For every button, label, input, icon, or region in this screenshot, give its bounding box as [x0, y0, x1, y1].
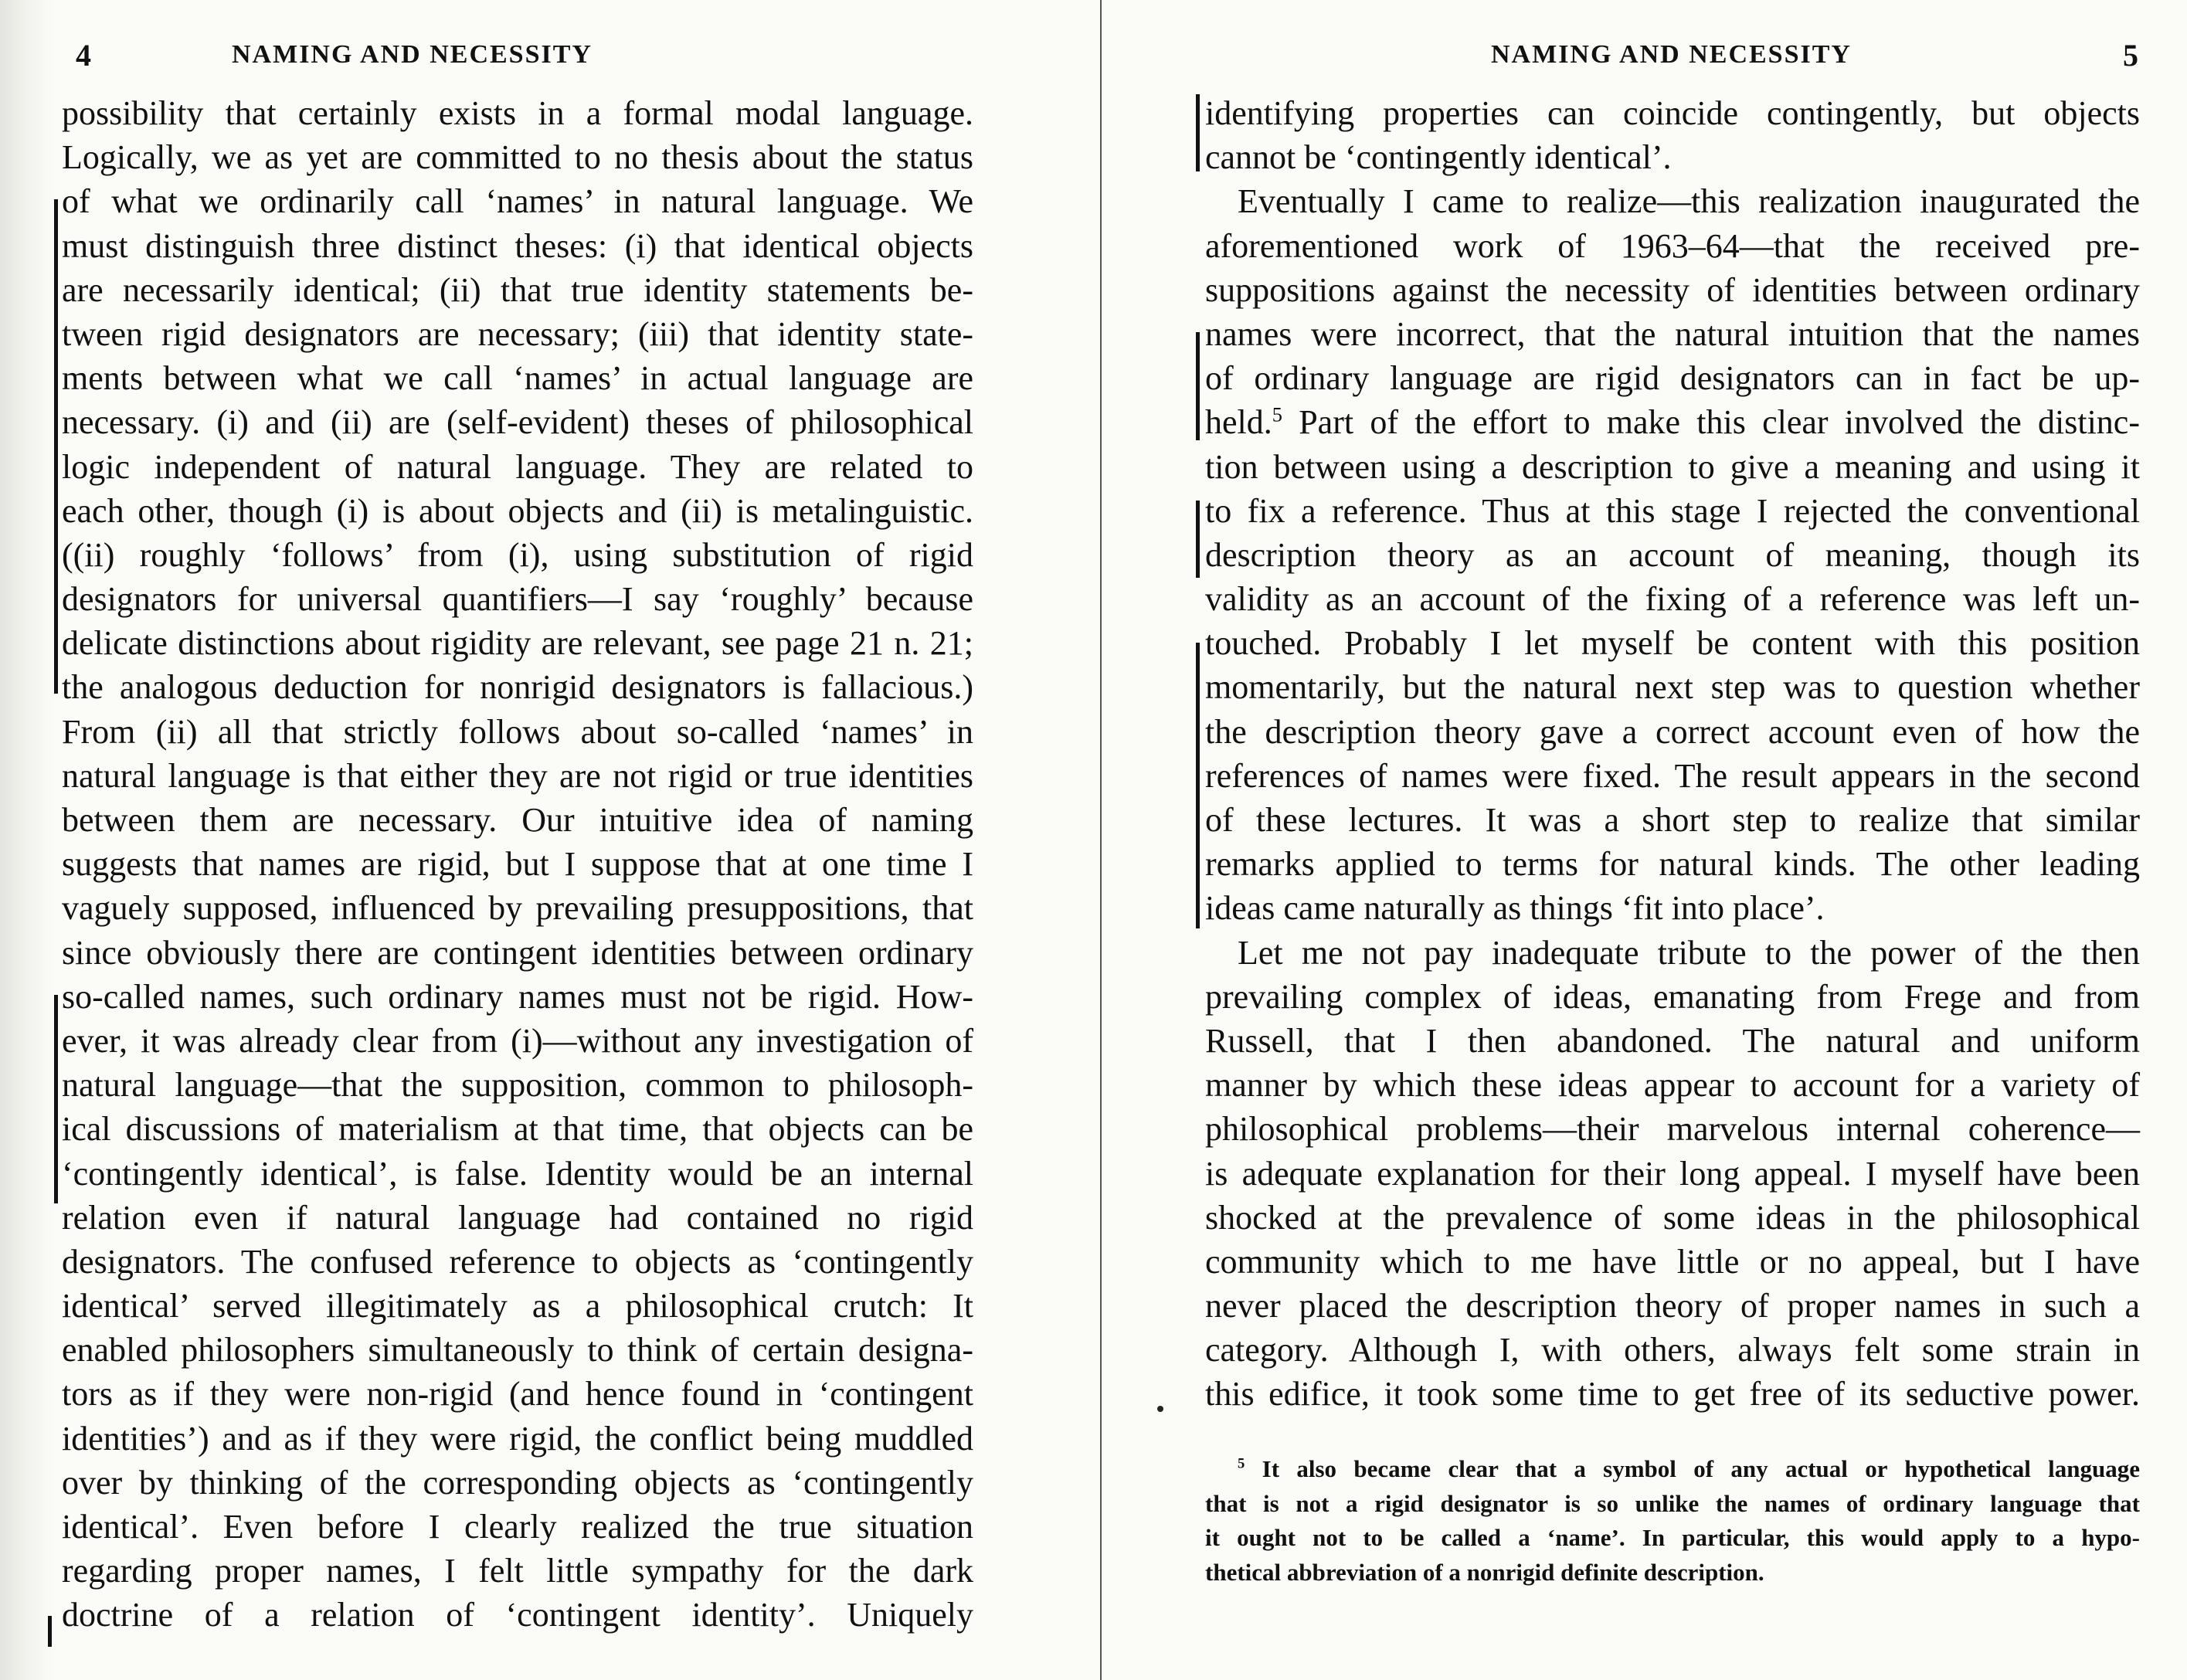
text-line: references of names were fixed. The result appears in the second: [1205, 756, 2140, 795]
right-running-head: [1205, 37, 2140, 76]
text-fragment: Part of the effort to make this clear involved the distinc-: [1299, 403, 2140, 442]
text-line: From (ii) all that strictly follows about so-called ‘names’ in: [62, 712, 973, 751]
footnote-marker: 5: [1238, 1455, 1245, 1472]
text-line: tween rigid designators are necessary; (iii) that identity state-: [62, 314, 973, 353]
margin-mark: [1196, 94, 1200, 171]
footnote-line: thetical abbreviation of a nonrigid definite description.: [1205, 1558, 1764, 1586]
text-line: necessary. (i) and (ii) are (self-evident) theses of philosophical: [62, 403, 973, 442]
right-running-title: NAMING AND NECESSITY: [1491, 40, 1852, 69]
text-line: are necessarily identical; (ii) that true identity statements be-: [62, 270, 973, 309]
text-line: manner by which these ideas appear to account for a variety of: [1205, 1066, 2140, 1105]
text-line: suggests that names are rigid, but I suppose that at one time I: [62, 845, 973, 884]
text-line: touched. Probably I let myself be content with this position: [1205, 624, 2140, 663]
text-line: natural language is that either they are not rigid or true identities: [62, 756, 973, 795]
gutter-line: [1100, 0, 1102, 1680]
text-line: identities’) and as if they were rigid, the conflict being muddled: [62, 1419, 973, 1458]
text-line: designators. The confused reference to objects as ‘contingently: [62, 1242, 973, 1281]
text-line: so-called names, such ordinary names must not be rigid. How-: [62, 977, 973, 1016]
text-line: of what we ordinarily call ‘names’ in natural language. We: [62, 182, 973, 221]
text-line: category. Although I, with others, always felt some strain in: [1205, 1331, 2140, 1369]
left-running-title: NAMING AND NECESSITY: [232, 40, 593, 69]
scan-edge-shadow: [0, 0, 54, 1680]
text-line: natural language—that the supposition, common to philosoph-: [62, 1066, 973, 1105]
text-line: must distinguish three distinct theses: (i) that identical objects: [62, 226, 973, 265]
text-line: aforementioned work of 1963–64—that the received pre-: [1205, 226, 2140, 265]
margin-mark: [54, 995, 58, 1203]
text-line: tors as if they were non-rigid (and hence found in ‘contingent: [62, 1375, 973, 1414]
footnote-line: it ought not to be called a ‘name’. In particular, this would apply to a hypo-: [1205, 1524, 2140, 1551]
text-line: ‘contingently identical’, is false. Identity would be an internal: [62, 1154, 973, 1193]
text-line: Eventually I came to realize—this realization inaugurated the: [1238, 182, 2140, 221]
right-body-text: [1205, 91, 2140, 1417]
margin-mark: [48, 1616, 52, 1647]
text-line: to fix a reference. Thus at this stage I rejected the conventional: [1205, 491, 2140, 530]
text-line: Let me not pay inadequate tribute to the power of the then: [1238, 933, 2140, 972]
left-body-text: [62, 91, 973, 1638]
margin-mark: [54, 199, 58, 694]
text-line: ((ii) roughly ‘follows’ from (i), using substitution of rigid: [62, 535, 973, 574]
right-page: [1205, 0, 2140, 1680]
left-page-number: 4: [76, 38, 93, 73]
text-line: momentarily, but the natural next step was to question whether: [1205, 668, 2140, 707]
text-line: ments between what we call ‘names’ in actual language are: [62, 359, 973, 398]
right-page-number: 5: [2123, 38, 2140, 73]
text-line: of ordinary language are rigid designators can in fact be up-: [1205, 359, 2140, 398]
text-line: of these lectures. It was a short step to realize that similar: [1205, 801, 2140, 839]
text-line: tion between using a description to give a meaning and using it: [1205, 447, 2140, 486]
left-page: [62, 0, 973, 1680]
text-line: community which to me have little or no appeal, but I have: [1205, 1242, 2140, 1281]
footnote-reference: 5: [1272, 402, 1282, 426]
text-line: enabled philosophers simultaneously to think of certain designa-: [62, 1331, 973, 1369]
text-line: over by thinking of the corresponding objects as ‘contingently: [62, 1463, 973, 1502]
margin-mark: [1196, 501, 1200, 578]
text-line: Russell, that I then abandoned. The natural and uniform: [1205, 1021, 2140, 1060]
text-line: relation even if natural language had contained no rigid: [62, 1198, 973, 1237]
text-line: regarding proper names, I felt little sympathy for the dark: [62, 1552, 973, 1590]
text-line: ideas came naturally as things ‘fit into place’.: [1205, 889, 1825, 928]
text-line: each other, though (i) is about objects and (ii) is metalinguistic.: [62, 491, 973, 530]
text-line: identifying properties can coincide contingently, but objects: [1205, 94, 2140, 132]
text-line: the analogous deduction for nonrigid designators is fallacious.): [62, 668, 973, 707]
text-line: between them are necessary. Our intuitive idea of naming: [62, 801, 973, 839]
text-line: ever, it was already clear from (i)—without any investigation of: [62, 1021, 973, 1060]
text-line: is adequate explanation for their long appeal. I myself have been: [1205, 1154, 2140, 1193]
left-running-head: [62, 37, 973, 76]
text-fragment: It also became clear that a symbol of any actual or hypothetical language: [1262, 1455, 2141, 1482]
text-line: the description theory gave a correct account even of how the: [1205, 712, 2140, 751]
margin-mark: [1196, 643, 1200, 928]
text-line: Logically, we as yet are committed to no thesis about the status: [62, 138, 973, 177]
text-line: identical’. Even before I clearly realized the true situation: [62, 1508, 973, 1546]
text-line: since obviously there are contingent identities between ordinary: [62, 933, 973, 972]
text-line: possibility that certainly exists in a formal modal language.: [62, 94, 973, 132]
text-line: designators for universal quantifiers—I say ‘roughly’ because: [62, 580, 973, 619]
text-line: ical discussions of materialism at that time, that objects can be: [62, 1110, 973, 1149]
text-line: prevailing complex of ideas, emanating from Frege and from: [1205, 977, 2140, 1016]
footnote-block: [1205, 1452, 2140, 1590]
text-line: philosophical problems—their marvelous internal coherence—: [1205, 1110, 2140, 1149]
scan-speck: [1157, 1406, 1163, 1412]
text-line: description theory as an account of meaning, though its: [1205, 535, 2140, 574]
text-line: remarks applied to terms for natural kinds. The other leading: [1205, 845, 2140, 884]
text-line: doctrine of a relation of ‘contingent identity’. Uniquely: [62, 1596, 973, 1634]
text-line: suppositions against the necessity of identities between ordinary: [1205, 270, 2140, 309]
footnote-line: [1205, 1452, 2140, 1487]
text-line: logic independent of natural language. They are related to: [62, 447, 973, 486]
text-line: vaguely supposed, influenced by prevailing presuppositions, that: [62, 889, 973, 928]
text-line: delicate distinctions about rigidity are relevant, see page 21 n. 21;: [62, 624, 973, 663]
text-line: validity as an account of the fixing of a reference was left un-: [1205, 580, 2140, 619]
text-line: names were incorrect, that the natural intuition that the names: [1205, 314, 2140, 353]
margin-mark: [1196, 332, 1200, 440]
text-line: this edifice, it took some time to get free of its seductive power.: [1205, 1375, 2140, 1414]
text-line: identical’ served illegitimately as a philosophical crutch: It: [62, 1287, 973, 1325]
text-line: never placed the description theory of proper names in such a: [1205, 1287, 2140, 1325]
text-line: shocked at the prevalence of some ideas in the philosophical: [1205, 1198, 2140, 1237]
footnote-line: that is not a rigid designator is so unlike the names of ordinary language that: [1205, 1489, 2140, 1517]
text-fragment: held.: [1205, 403, 1272, 442]
text-line: cannot be ‘contingently identical’.: [1205, 138, 1672, 177]
text-line-with-footnote: [1205, 400, 2140, 444]
